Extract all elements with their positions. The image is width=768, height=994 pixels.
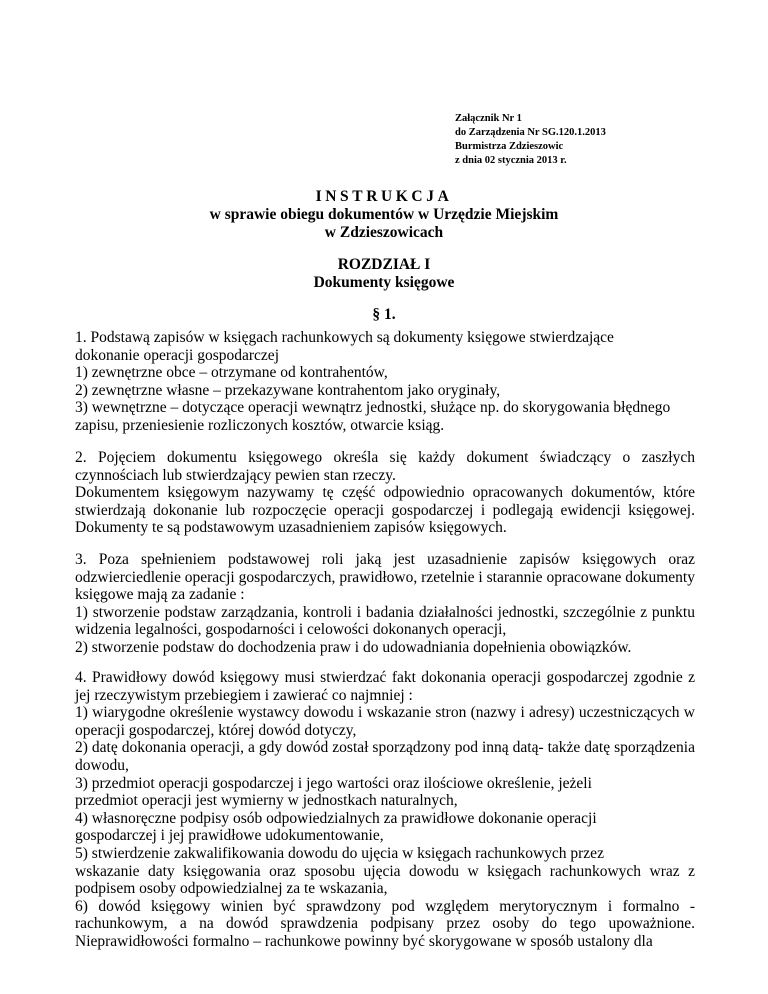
section-number: § 1. (372, 306, 396, 323)
p4-item-3a: 3) przedmiot operacji gospodarczej i jego wartości oraz ilościowe określenie, jeżeli (75, 774, 592, 792)
chapter-heading (0, 256, 768, 292)
chapter-subtitle: Dokumenty księgowe (313, 274, 455, 291)
p4-item-1: 1) wiarygodne określenie wystawcy dowodu i wskazanie stron (nazwy i adresy) uczestniczących w operacji gospodarczej, której dowód dotyczy, (75, 704, 695, 739)
p2-text-b: Dokumentem księgowym nazywamy tę część odpowiednio opracowanych dokumentów, które stwierdzają dokonanie lub rozpoczęcie operacji gospodarczej i podlegają ewidencji księgowej. Dokumenty te są podstawowym uzasadnieniem zapisów księgowych. (75, 484, 695, 537)
annex-header (455, 112, 606, 168)
p1-item-3b: zapisu, przeniesienie rozliczonych kosztów, otwarcie ksiąg. (75, 416, 445, 434)
p4-item-6: 6) dowód księgowy winien być sprawdzony pod względem merytorycznym i formalno - rachunkowym, a na dowód sprawdzenia podpisany przez osoby do tego upoważnione. Nieprawidłowości formalno – rachunkowe powinny być skorygowane w sposób ustalony dla (75, 897, 695, 950)
paragraph-1 (75, 329, 695, 435)
p4-item-4a: 4) własnoręczne podpisy osób odpowiedzialnych za prawidłowe dokonanie operacji (75, 809, 597, 827)
p1-line-2: dokonanie operacji gospodarczej (75, 346, 279, 364)
p1-item-2: 2) zewnętrzne własne – przekazywane kontrahentom jako oryginały, (75, 381, 501, 399)
annex-line-1: Załącznik Nr 1 (455, 113, 522, 124)
title-subtitle-2: w Zdzieszowicach (324, 224, 444, 241)
p1-item-3a: 3) wewnętrzne – dotyczące operacji wewnątrz jednostki, służące np. do skorygowania błędnego (75, 399, 671, 417)
p4-item-3b: przedmiot operacji jest wymierny w jednostkach naturalnych, (75, 792, 458, 810)
p2-text-a: 2. Pojęciem dokumentu księgowego określa się każdy dokument świadczący o zaszłych czynnościach lub stwierdzający pewien stan rzeczy. (75, 449, 695, 484)
p3-item-1: 1) stworzenie podstaw zarządzania, kontroli i badania działalności jednostki, szczególnie z punktu widzenia legalności, gospodarności i celowości dokonanych operacji, (75, 603, 695, 639)
p4-item-5a: 5) stwierdzenie zakwalifikowania dowodu do ujęcia w księgach rachunkowych przez (75, 844, 604, 862)
paragraph-3 (75, 551, 695, 657)
p3-text-a: 3. Poza spełnieniem podstawowej roli jaką jest uzasadnienie zapisów księgowych oraz odzwierciedlenie operacji gospodarczych, prawidłowo, rzetelnie i starannie opracowane dokumenty księgowe mają za zadanie : (75, 551, 695, 604)
section-heading (0, 306, 768, 324)
chapter-name: ROZDZIAŁ I (337, 256, 431, 273)
document-title (0, 188, 768, 242)
paragraph-2 (75, 449, 695, 537)
p4-item-4b: gospodarczej i jej prawidłowe udokumentowanie, (75, 827, 384, 845)
p1-line-1: 1. Podstawą zapisów w księgach rachunkowych są dokumenty księgowe stwierdzające (75, 329, 614, 346)
p4-intro: 4. Prawidłowy dowód księgowy musi stwierdzać fakt dokonania operacji gospodarczej zgodnie z jej rzeczywistym przebiegiem i zawierać co najmniej : (75, 669, 695, 704)
p1-item-1: 1) zewnętrzne obce – otrzymane od kontrahentów, (75, 364, 388, 382)
annex-line-4: z dnia 02 stycznia 2013 r. (455, 155, 567, 166)
p4-item-2: 2) datę dokonania operacji, a gdy dowód został sporządzony pod inną datą- także datę sporządzenia dowodu, (75, 739, 695, 774)
p3-item-2: 2) stworzenie podstaw do dochodzenia praw i do udowadniania dopełnienia obowiązków. (75, 638, 632, 656)
title-main: INSTRUKCJA (315, 188, 453, 205)
annex-line-3: Burmistrza Zdzieszowic (455, 141, 564, 152)
title-subtitle-1: w sprawie obiegu dokumentów w Urzędzie Miejskim (209, 206, 559, 223)
annex-line-2: do Zarządzenia Nr SG.120.1.2013 (455, 127, 606, 138)
paragraph-4 (75, 669, 695, 951)
p4-item-5b: wskazanie daty księgowania oraz sposobu ujęcia dowodu w księgach rachunkowych wraz z podpisem osoby odpowiedzialnej za te wskazania, (75, 862, 695, 898)
